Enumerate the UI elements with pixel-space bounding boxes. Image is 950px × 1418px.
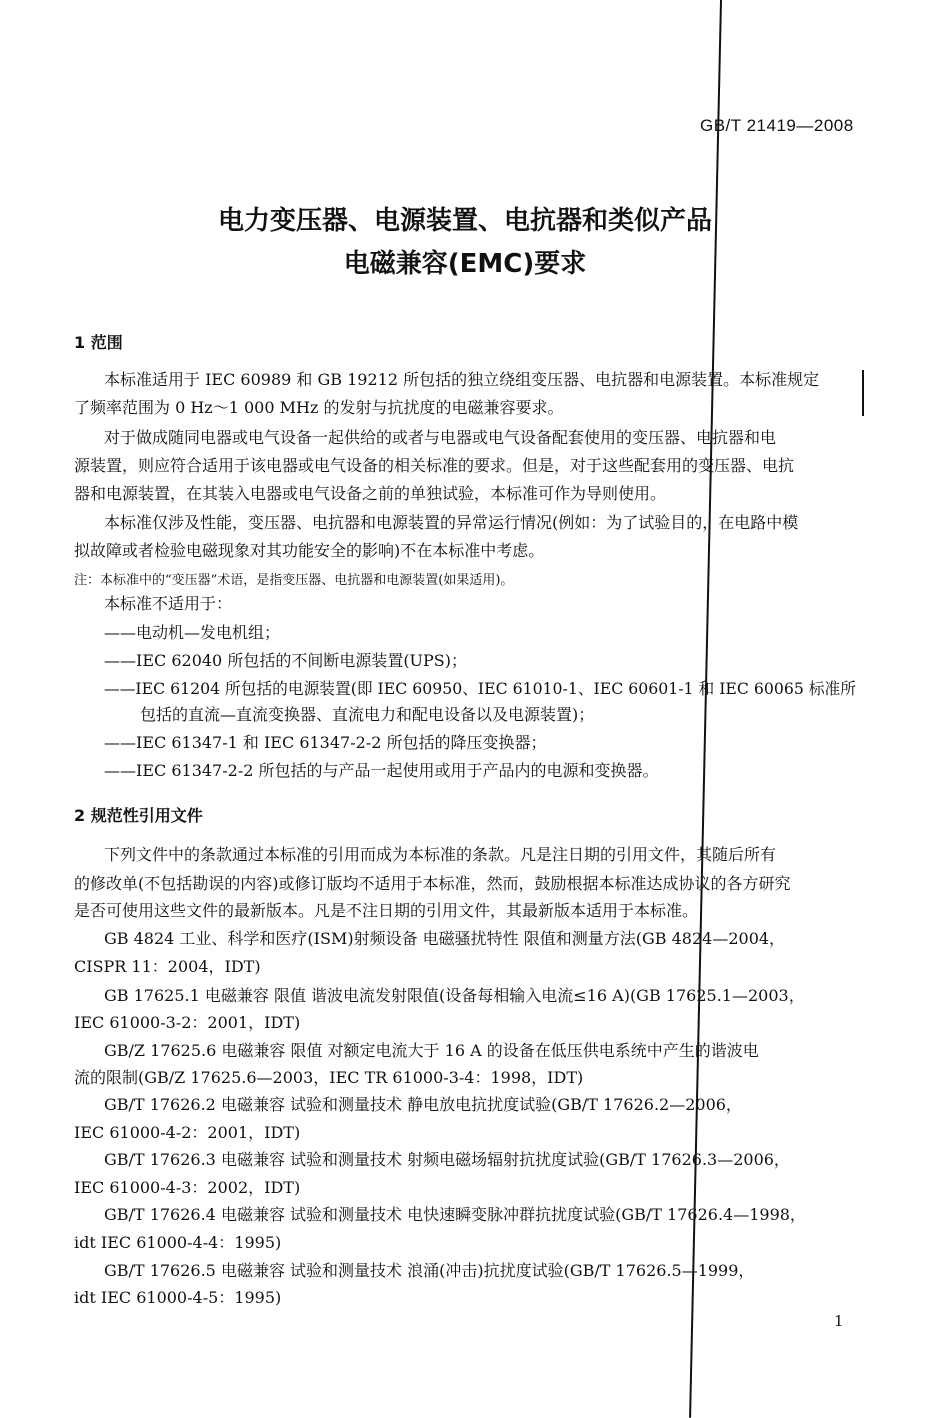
exclusion-item: ——IEC 61347-1 和 IEC 61347-2-2 所包括的降压变换器； (104, 733, 547, 752)
reference-entry-continued: 流的限制(GB/Z 17625.6—2003，IEC TR 61000-3-4：1998，IDT) (74, 1068, 584, 1087)
exclusion-item-continued: 包括的直流—直流变换器、直流电力和配电设备以及电源装置)； (140, 705, 595, 724)
section-1-heading: 1 范围 (74, 333, 123, 352)
note-text: 注：本标准中的“变压器”术语，是指变压器、电抗器和电源装置(如果适用)。 (74, 573, 514, 588)
reference-entry: GB/T 17626.5 电磁兼容 试验和测量技术 浪涌(冲击)抗扰度试验(GB/T 17626.5—1999， (104, 1261, 755, 1280)
paragraph-line: 拟故障或者检验电磁现象对其功能安全的影响)不在本标准中考虑。 (74, 541, 545, 560)
exclusion-item: ——IEC 61204 所包括的电源装置(即 IEC 60950、IEC 61010-1、IEC 60601-1 和 IEC 60065 标准所 (104, 679, 856, 698)
section-2-heading: 2 规范性引用文件 (74, 806, 203, 825)
document-title-line1: 电力变压器、电源装置、电抗器和类似产品 (217, 206, 712, 236)
exclusion-item: ——IEC 62040 所包括的不间断电源装置(UPS)； (104, 651, 468, 670)
reference-entry-continued: IEC 61000-4-3：2002，IDT) (74, 1178, 301, 1197)
reference-entry: GB/Z 17625.6 电磁兼容 限值 对额定电流大于 16 A 的设备在低压供电系统中产生的谐波电 (104, 1041, 759, 1060)
exclusion-item: ——IEC 61347-2-2 所包括的与产品一起使用或用于产品内的电源和变换器。 (104, 761, 659, 780)
reference-entry-continued: IEC 61000-3-2：2001，IDT) (74, 1013, 301, 1032)
reference-entry-continued: IEC 61000-4-2：2001，IDT) (74, 1123, 301, 1142)
paragraph-line: 的修改单(不包括勘误的内容)或修订版均不适用于本标准，然而，鼓励根据本标准达成协议的各方研究 (74, 874, 791, 893)
page-number: 1 (834, 1312, 844, 1330)
paragraph-line: 了频率范围为 0 Hz～1 000 MHz 的发射与抗扰度的电磁兼容要求。 (74, 398, 564, 417)
paragraph-line: 器和电源装置，在其装入电器或电气设备之前的单独试验，本标准可作为导则使用。 (74, 484, 667, 503)
paragraph-line: 源装置，则应符合适用于该电器或电气设备的相关标准的要求。但是，对于这些配套用的变压器、电抗 (74, 456, 795, 475)
exclusion-item: ——电动机—发电机组； (104, 623, 281, 642)
reference-entry-continued: CISPR 11：2004，IDT) (74, 957, 261, 976)
reference-entry: GB 17625.1 电磁兼容 限值 谐波电流发射限值(设备每相输入电流≤16 A)(GB 17625.1—2003， (104, 986, 805, 1005)
reference-entry-continued: idt IEC 61000-4-5：1995) (74, 1288, 282, 1307)
reference-entry: GB 4824 工业、科学和医疗(ISM)射频设备 电磁骚扰特性 限值和测量方法(GB 4824—2004， (104, 929, 786, 948)
standard-code: GB/T 21419—2008 (700, 116, 854, 135)
paragraph-line: 本标准仅涉及性能，变压器、电抗器和电源装置的异常运行情况(例如：为了试验目的，在电路中模 (104, 513, 799, 532)
document-title-line2: 电磁兼容(EMC)要求 (343, 249, 587, 279)
reference-entry: GB/T 17626.4 电磁兼容 试验和测量技术 电快速瞬变脉冲群抗扰度试验(GB/T 17626.4—1998， (104, 1205, 806, 1224)
reference-entry: GB/T 17626.3 电磁兼容 试验和测量技术 射频电磁场辐射抗扰度试验(GB/T 17626.3—2006， (104, 1150, 790, 1169)
paragraph-line: 下列文件中的条款通过本标准的引用而成为本标准的条款。凡是注日期的引用文件，其随后所有 (104, 845, 777, 864)
paragraph-line: 对于做成随同电器或电气设备一起供给的或者与电器或电气设备配套使用的变压器、电抗器和电 (104, 428, 777, 447)
margin-bar-artifact (862, 370, 864, 416)
reference-entry-continued: idt IEC 61000-4-4：1995) (74, 1233, 282, 1252)
reference-entry: GB/T 17626.2 电磁兼容 试验和测量技术 静电放电抗扰度试验(GB/T 17626.2—2006， (104, 1095, 742, 1114)
paragraph-line: 是否可使用这些文件的最新版本。凡是不注日期的引用文件，其最新版本适用于本标准。 (74, 901, 699, 920)
not-apply-intro: 本标准不适用于： (104, 594, 233, 613)
paragraph-line: 本标准适用于 IEC 60989 和 GB 19212 所包括的独立绕组变压器、电抗器和电源装置。本标准规定 (104, 370, 820, 389)
